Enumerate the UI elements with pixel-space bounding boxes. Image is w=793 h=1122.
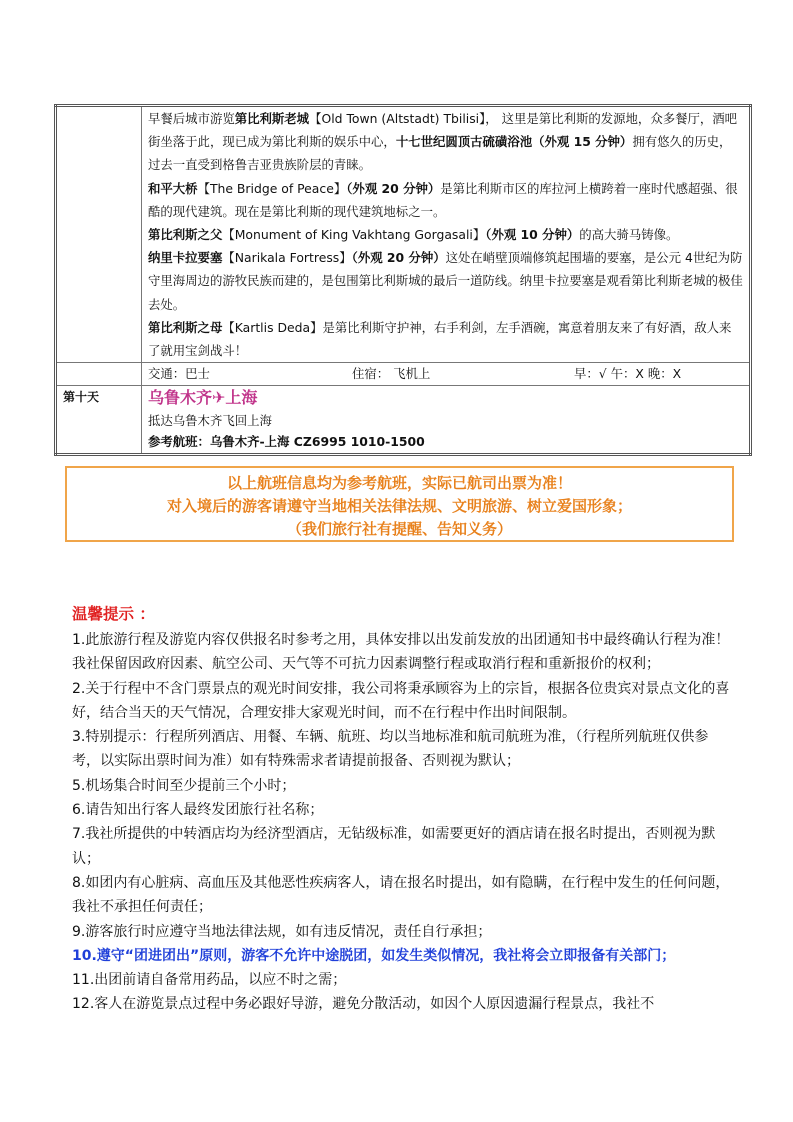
- notice-line-1: 以上航班信息均为参考航班，实际已航司出票为准！: [226, 474, 572, 492]
- text: 【The Bridge of Peace】: [197, 180, 347, 196]
- monument-paragraph: [148, 223, 743, 246]
- kartlis-deda-paragraph: [148, 316, 743, 362]
- attraction-name: 纳里卡拉要塞: [148, 250, 223, 266]
- attraction-name: 和平大桥: [148, 180, 198, 196]
- day9-content-cell: [142, 106, 751, 363]
- day10-description: 抵达乌鲁木齐飞回上海: [148, 413, 272, 429]
- tip-item-highlight: 10.遵守“团进团出”原则，游客不允许中途脱团，如发生类似情况，我社将会立即报备有关部门；: [72, 947, 676, 964]
- text: 这处在峭壁顶端修筑起围墙的要塞，是公元 4世纪为防守里海周边的游牧民族而建的，是包围第比利斯城的最后一道防线。纳里卡拉要塞是观看第比利斯老城的极佳去处。: [148, 250, 743, 312]
- tip-item: 7.我社所提供的中转酒店均为经济型酒店，无钻级标准，如需要更好的酒店请在报名时提出，否则视为默认；: [72, 826, 716, 867]
- duration: （外观 10 分钟）: [485, 227, 580, 243]
- tips-title: 温馨提示 ：: [72, 605, 155, 623]
- tip-item: 6.请告知出行客人最终发团旅行社名称；: [72, 802, 324, 819]
- day10-label: 第十天: [56, 386, 142, 455]
- text: 是第比利斯市区的库拉河上横跨着一座时代感超强、很酷的现代建筑。现在是第比利斯的现代建筑地标之一。: [148, 180, 738, 219]
- attraction-name: 十七世纪圆顶古硫磺浴池（外观 15 分钟）: [395, 134, 633, 150]
- transport-info: 交通：巴士: [148, 366, 210, 382]
- text: 是第比利斯守护神，右手利剑，左手酒碗，寓意着朋友来了有好酒，敌人来了就用宝剑战斗！: [148, 319, 732, 359]
- day9-info-cell: [142, 363, 751, 386]
- day9-info-row: [56, 363, 751, 386]
- tip-item: 9.游客旅行时应遵守当地法律法规，如有违反情况，责任自行承担；: [72, 923, 492, 940]
- tip-item: 2.关于行程中不含门票景点的观光时间安排，我公司将秉承顾容为上的宗旨，根据各位贵宾对景点文化的喜好，结合当天的天气情况，合理安排大家观光时间，而不在行程中作出时间限制。: [72, 680, 730, 721]
- itinerary-table: [54, 104, 752, 456]
- warm-tips-section: [72, 601, 736, 1017]
- flight-notice-box: [65, 466, 734, 542]
- day9-content-row: [56, 106, 751, 363]
- notice-line-2: 对入境后的游客请遵守当地相关法律法规、文明旅游、树立爱国形象；: [166, 497, 632, 515]
- text: 【Old Town (Altstadt) Tbilisi】， 这里是第比利斯的发源地，众多餐厅，酒吧街坐落于此，现已成为第比利斯的娱乐中心，: [148, 111, 738, 150]
- text: 的高大骑马铸像。: [579, 227, 679, 243]
- duration: （外观 20 分钟）: [351, 250, 446, 266]
- text: 【Narikala Fortress】: [222, 250, 352, 266]
- duration: （外观 20 分钟）: [346, 180, 441, 196]
- tip-item: 5.机场集合时间至少提前三个小时；: [72, 777, 296, 794]
- day9-label-cell: [56, 106, 142, 363]
- old-town-paragraph: [148, 107, 743, 177]
- notice-line-3: （我们旅行社有提醒、告知义务）: [286, 520, 512, 538]
- tip-item: 8.如团内有心脏病、高血压及其他恶性疾病客人，请在报名时提出，如有隐瞒，在行程中发生的任何问题，我社不承担任何责任；: [72, 874, 730, 916]
- meals-info: 早：√ 午：X 晚：X: [574, 366, 682, 382]
- text: 【Kartlis Deda】: [222, 319, 323, 335]
- text: 拥有悠久的历史，过去一直受到格鲁吉亚贵族阶层的青睐。: [148, 134, 732, 173]
- attraction-name: 第比利斯老城: [234, 111, 310, 126]
- day9-info-label-cell: [56, 363, 142, 386]
- tip-item: 1.此旅游行程及游览内容仅供报名时参考之用，具体安排以出发前发放的出团通知书中最终确认行程为准！我社保留因政府因素、航空公司、天气等不可抗力因素调整行程或取消行程和重新报价的权利；: [72, 632, 730, 673]
- tip-item: 3.特别提示：行程所列酒店、用餐、车辆、航班、均以当地标准和航司航班为准，（行程所列航班仅供参考，以实际出票时间为准）如有特殊需求者请提前报备、否则视为默认；: [72, 729, 709, 770]
- peace-bridge-paragraph: [148, 177, 743, 223]
- text: 早餐后城市游览: [148, 111, 235, 126]
- day10-content-cell: [142, 386, 751, 455]
- tip-item: 12.客人在游览景点过程中务必跟好导游，避免分散活动，如因个人原因遗漏行程景点，我社不: [72, 996, 655, 1013]
- day10-flight: 参考航班：乌鲁木齐-上海 CZ6995 1010-1500: [148, 434, 425, 450]
- attraction-name: 第比利斯之父: [148, 227, 223, 243]
- hotel-info: 住宿： 飞机上: [352, 366, 431, 382]
- fortress-paragraph: [148, 246, 743, 316]
- day10-title: 乌鲁木齐✈上海: [148, 388, 258, 408]
- day10-row: [56, 386, 751, 455]
- attraction-name: 第比利斯之母: [148, 319, 223, 335]
- tip-item: 11.出团前请自备常用药品，以应不时之需；: [72, 972, 347, 989]
- text: 【Monument of King Vakhtang Gorgasali】: [222, 227, 486, 243]
